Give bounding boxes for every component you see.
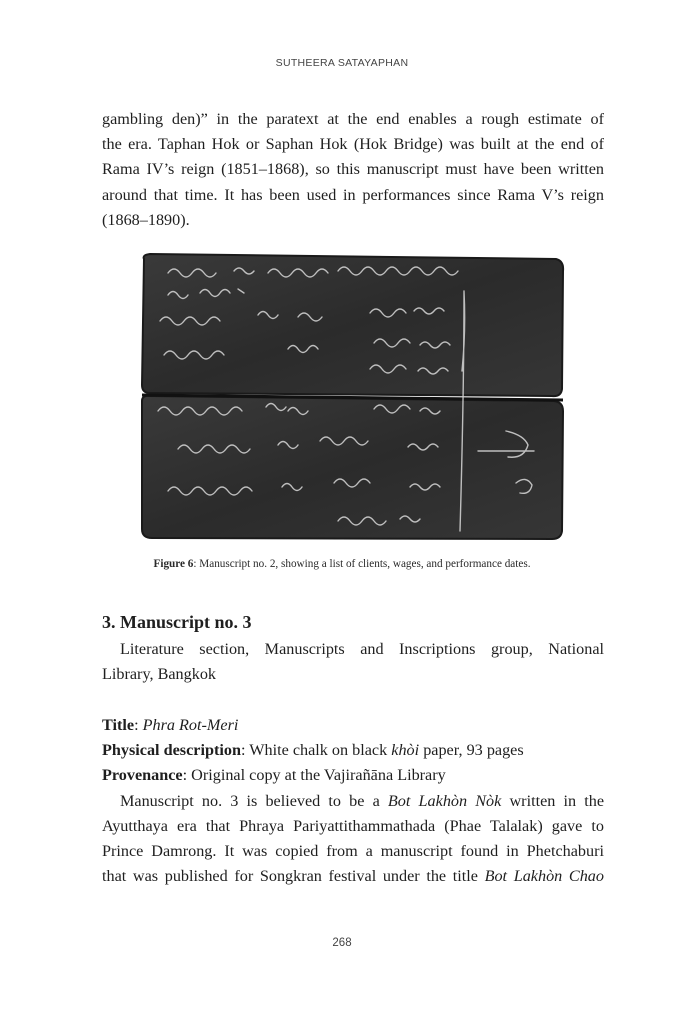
provenance-label: Provenance xyxy=(102,766,183,785)
page-number: 268 xyxy=(332,937,352,949)
section-heading: 3. Manuscript no. 3 xyxy=(102,612,252,632)
figure-caption-text: : Manuscript no. 2, showing a list of clients, wages, and performance dates. xyxy=(193,558,531,570)
text-line: around that time. It has been used in performances since Rama V’s reign xyxy=(102,185,604,204)
physical-value-italic: khòi xyxy=(391,741,420,760)
physical-entry: Physical description: White chalk on black khòi paper, 93 pages xyxy=(102,741,524,760)
text-line: (1868–1890). xyxy=(102,210,190,229)
body-italic: Bot Lakhòn Chao xyxy=(484,867,604,886)
title-label: Title xyxy=(102,716,135,734)
text-line: gambling den)” in the paratext at the end enables a rough estimate of xyxy=(102,110,604,128)
provenance-value: Original copy at the Vajirañāna Library xyxy=(191,766,446,785)
body-line xyxy=(102,789,604,814)
location-paragraph xyxy=(102,637,604,687)
physical-value-b: paper, 93 pages xyxy=(419,741,524,760)
title-entry: Title: Phra Rot-Meri xyxy=(102,716,239,734)
text-line: Library, Bangkok xyxy=(102,665,217,684)
body-text: written in the xyxy=(501,791,604,810)
physical-label: Physical description xyxy=(102,741,241,760)
text-line: Literature section, Manuscripts and Inscriptions group, National xyxy=(120,640,604,658)
text-line: Rama IV’s reign (1851–1868), so this manuscript must have been written xyxy=(102,160,604,179)
body-italic: Bot Lakhòn Nòk xyxy=(387,791,502,810)
provenance-entry: Provenance: Original copy at the Vajirañāna Library xyxy=(102,766,446,785)
manuscript-photo xyxy=(138,251,566,541)
body-line xyxy=(102,864,604,889)
intro-paragraph xyxy=(102,107,604,233)
running-head: SUTHEERA SATAYAPHAN xyxy=(275,57,409,69)
body-text: Manuscript no. 3 is believed to be a xyxy=(120,791,388,810)
body-line: Ayutthaya era that Phraya Pariyattithammathada (Phae Talalak) gave to xyxy=(102,816,604,835)
text-line: the era. Taphan Hok or Saphan Hok (Hok Bridge) was built at the end of xyxy=(102,135,604,154)
body-line: Prince Damrong. It was copied from a manuscript found in Phetchaburi xyxy=(102,841,604,860)
figure-label: Figure 6 xyxy=(153,558,194,570)
title-value: Phra Rot-Meri xyxy=(142,716,239,734)
physical-value-a: White chalk on black xyxy=(249,741,392,760)
body-text: that was published for Songkran festival under the title xyxy=(102,867,485,886)
metadata-block xyxy=(102,713,604,889)
figure-caption xyxy=(0,558,684,570)
